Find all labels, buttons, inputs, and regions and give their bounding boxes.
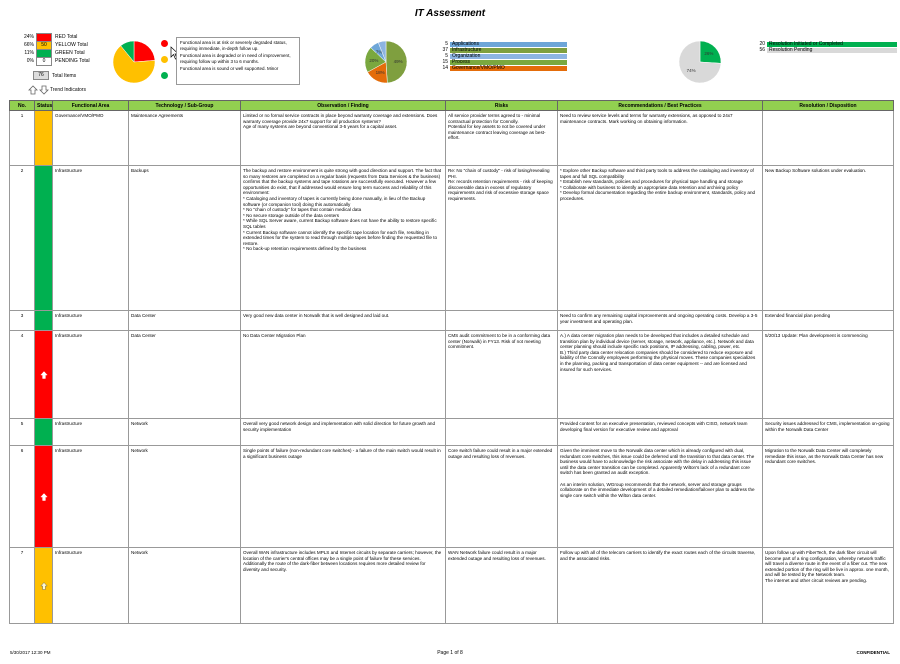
pie-slice-label: 18% xyxy=(375,70,385,76)
summary-row xyxy=(20,33,90,41)
status-cell xyxy=(35,446,53,548)
cell-res: Extended financial plan pending xyxy=(763,311,894,331)
summary-row xyxy=(20,57,90,65)
green-dot-icon xyxy=(161,72,168,79)
col-resolution: Resolution / Disposition xyxy=(763,101,894,111)
trend-up-arrow-icon xyxy=(40,492,47,501)
col-status: Status xyxy=(35,101,53,111)
pie-slice-label: 26% xyxy=(704,51,714,57)
cell-tech: Network xyxy=(129,446,241,548)
summary-label: GREEN Total xyxy=(55,50,85,56)
summary-pct: 66% xyxy=(23,42,34,48)
row-number: 2 xyxy=(10,166,35,311)
cell-rec: Need to review service levels and terms for warranty extensions, as opposed to 24x7 maintenance contracts. Mark working on obtaining information. xyxy=(558,111,763,166)
cell-res: Upon follow up with FiberTech, the dark fiber circuit will become part of a ring configuration, whereby network traffic will travel a diverse route in the event of a fiber cut. The new extended portion of the ring will be live in approx. one month, and will be tested by the Network team. The internet and other circuit reviews are pending. xyxy=(763,548,894,624)
summary-pct: 11% xyxy=(24,50,34,56)
col-technology: Technology / Sub-Group xyxy=(129,101,241,111)
table-row xyxy=(10,446,894,548)
cell-tech: Backups xyxy=(129,166,241,311)
footer-page: Page 1 of 8 xyxy=(437,650,463,656)
total-count: 76 xyxy=(33,71,49,80)
category-row xyxy=(442,65,567,71)
cell-res: 5/20/13 Update: Plan development is commencing xyxy=(763,331,894,419)
cell-res: Security issues addressed for CMS, implementation on-going within the Norwalk Data Center xyxy=(763,419,894,446)
col-no: No. xyxy=(10,101,35,111)
col-observation: Observation / Finding xyxy=(241,101,446,111)
cell-area: Infrastructure xyxy=(53,166,129,311)
resolution-label: Resolution Pending xyxy=(767,48,897,53)
trend-label: Trend Indicators xyxy=(50,87,86,93)
category-count: 14 xyxy=(442,65,448,71)
table-row xyxy=(10,548,894,624)
resolution-row xyxy=(757,47,897,53)
summary-count: 0 xyxy=(36,57,52,66)
cell-area: Infrastructure xyxy=(53,419,129,446)
cell-res xyxy=(763,111,894,166)
cell-obs: Limited or no formal service contracts in place beyond warranty coverage and extensions. Does warranty coverage provide 24x7 support for all production systems? Age of many systems are beyond conventional 3-5 years for a capital asset. xyxy=(241,111,446,166)
row-number: 3 xyxy=(10,311,35,331)
summary-row xyxy=(20,41,90,49)
status-legend xyxy=(176,37,300,85)
table-row xyxy=(10,111,894,166)
assessment-table xyxy=(9,100,894,624)
footer-date: 5/30/2017 12:30 PM xyxy=(10,650,51,655)
resolution-count: 20 xyxy=(759,41,765,47)
trend-up-arrow-icon xyxy=(40,370,47,379)
category-label: Process xyxy=(450,60,567,65)
cell-tech: Data Center xyxy=(129,331,241,419)
category-label: Infrastructure xyxy=(450,48,567,53)
total-items xyxy=(33,71,76,80)
cell-risk: All service provider terms agreed to - minimal contractual protection for Connolly. Potential for key assets to not be covered under maintenance contract leaving coverage as best-effort. xyxy=(446,111,558,166)
category-count: 5 xyxy=(445,41,448,47)
status-cell xyxy=(35,548,53,624)
cell-rec: * Explore other Backup software and third party tools to address the cataloging and inventory of tapes and full SQL compatibility * Establish new standards, policies and procedures for physical tape handling and storage * Collaborate with business to identify an appropriate data retention and archiving policy * Develop formal documentation regarding the entire backup environment, standards, policy and procedures. xyxy=(558,166,763,311)
col-recommendations: Recommendations / Best Practices xyxy=(558,101,763,111)
table-row xyxy=(10,166,894,311)
col-functional-area: Functional Area xyxy=(53,101,129,111)
pie-slice-label: 20% xyxy=(369,57,379,63)
status-cell xyxy=(35,111,53,166)
table-row xyxy=(10,331,894,419)
red-dot-icon xyxy=(161,40,168,47)
summary-pct: 24% xyxy=(23,34,34,40)
cell-rec: Provided content for an executive presentation, reviewed concepts with CISO, network team developing final version for executive review and approval xyxy=(558,419,763,446)
summary-count: 50 xyxy=(36,41,52,50)
cell-risk: WAN Network failure could result in a major extended outage and resulting loss of revenues. xyxy=(446,548,558,624)
cell-area: Governance/VMO/PMO xyxy=(53,111,129,166)
cell-area: Infrastructure xyxy=(53,548,129,624)
cell-risk: Re: No "chain of custody" - risk of losing/revealing PHI. Re: records retention requirements - risk of keeping discoverable data in excess of regulatory requirements and risk of excessive storage space requirements. xyxy=(446,166,558,311)
pie-slice-label: 49% xyxy=(393,59,403,65)
row-number: 1 xyxy=(10,111,35,166)
yellow-dot-icon xyxy=(161,56,168,63)
cell-obs: No Data Center Migration Plan xyxy=(241,331,446,419)
pie-slice-label: 74% xyxy=(686,67,696,73)
resolution-count: 56 xyxy=(759,47,765,53)
cell-tech: Maintenance Agreements xyxy=(129,111,241,166)
cell-risk: Core switch failure could result in a major extended outage and resulting loss of revenues. xyxy=(446,446,558,548)
category-pie-chart xyxy=(362,38,410,86)
status-cell xyxy=(35,419,53,446)
cell-rec: Given the imminent move to the Norwalk data center which is already configured with dual, redundant core switches, this issue could be deferred until the transition to that data center. The business would have to acknowledge the risk associate with the delay in addressing this issue until the data center transition can be completed. Apparently Wilton's lack of a redundant core switch has been granted an audit exception. As an interim solution, WGroup recommends that the network, server and storage groups collaborate on the immediate development of a detailed remediation/failover plan to address the single core switch within the Wilton data center. xyxy=(558,446,763,548)
summary-pct: 0% xyxy=(26,58,34,64)
cell-area: Infrastructure xyxy=(53,311,129,331)
table-header xyxy=(10,101,894,111)
category-label: Applications xyxy=(450,42,567,47)
col-risks: Risks xyxy=(446,101,558,111)
page-title: IT Assessment xyxy=(414,8,486,19)
category-count: 5 xyxy=(445,53,448,59)
legend-red-text: Functional area is at risk or severely degraded status, requiring immediate, in-depth follow up. xyxy=(180,40,287,51)
cell-obs: Very good new data center in Norwalk that is well designed and laid out. xyxy=(241,311,446,331)
trend-arrows-icon xyxy=(28,85,50,95)
resolution-list xyxy=(757,41,897,53)
cell-tech: Network xyxy=(129,419,241,446)
row-number: 4 xyxy=(10,331,35,419)
cell-obs: The backup and restore environment is quite strong with good direction and support. The fact that so many restores are completed on a regular basis (requests from Data Services & the business) confirms that the backup systems and tape rotations are successfully executed. However a few opportunities do exist, that if addressed would ensure long term success and reliability of this environment: * Cataloging and inventory of tapes is currently being done manually, in lieu of the Backup software (or companion tool) doing this automatically * No "chain of custody" for tapes that contain medical data * No secure storage outside of the data centers * While SQL Server aware, current Backup software does not have the ability to restore specific SQL tables * Current Backup software cannot identify the specific tape location for each file, resulting in extended times for the system to read through multiple tapes before finding the requested file to restore. * No back-up retention requirements defined by the business xyxy=(241,166,446,311)
cell-risk: CMS audit commitment to be in a conforming data center (Norwalk) in FY13. Risk of not meeting commitment. xyxy=(446,331,558,419)
cell-obs: Single points of failure (non-redundant core switches) - a failure of the main switch would result in a significant business outage xyxy=(241,446,446,548)
status-cell xyxy=(35,331,53,419)
cell-res: Migration to the Norwalk Data Center will completely remediate this issue, as the Norwalk Data Center has new redundant core switches. xyxy=(763,446,894,548)
category-count: 15 xyxy=(442,59,448,65)
cell-rec: A.) A data center migration plan needs to be developed that includes a detailed schedule and transition plan by individual device (server, storage, network, appliance, etc.). Network and data center planning should include specific rack positions, IP addressing, cabling, power, etc. B.) Third party data center relocation companies should be considered to reduce exposure and liability of the Connolly employees performing the physical moves. These companies specializes in the planning, packing and transportation of data center equipment -- and are licensed and insured for such services. xyxy=(558,331,763,419)
category-list xyxy=(442,41,567,71)
resolution-label: Resolution Initiated or Completed xyxy=(767,42,897,47)
cell-tech: Network xyxy=(129,548,241,624)
category-label: Governance/VMO/PMO xyxy=(450,66,567,71)
summary-label: PENDING Total xyxy=(55,58,90,64)
cell-area: Infrastructure xyxy=(53,446,129,548)
pie-slice xyxy=(134,41,155,62)
summary-row xyxy=(20,49,90,57)
row-number: 7 xyxy=(10,548,35,624)
cell-obs: Overall very good network design and implementation with solid direction for future growth and security implementation xyxy=(241,419,446,446)
legend-yellow-text: Functional area is degraded or in need of improvement, requiring follow up within 3 to 6 months. xyxy=(180,53,291,64)
cell-rec: Need to confirm any remaining capital improvements and ongoing operating costs. Develop a 3-5 year investment and operating plan. xyxy=(558,311,763,331)
category-count: 37 xyxy=(442,47,448,53)
footer-confidential: CONFIDENTIAL xyxy=(856,650,890,655)
legend-green-text: Functional area is sound or well supported. Minor xyxy=(180,66,279,71)
row-number: 5 xyxy=(10,419,35,446)
cell-risk xyxy=(446,419,558,446)
status-cell xyxy=(35,311,53,331)
total-label: Total Items xyxy=(52,72,77,79)
cell-area: Infrastructure xyxy=(53,331,129,419)
cell-risk xyxy=(446,311,558,331)
status-cell xyxy=(35,166,53,311)
row-number: 6 xyxy=(10,446,35,548)
pie-slice-label: 7% xyxy=(375,49,383,55)
status-summary xyxy=(20,33,90,65)
cell-obs: Overall WAN infrastructure includes MPLS and Internet circuits by separate carriers; however, the location of the carrier's central offices may be a single point of failure for these services. Additionally the route of the dark-fiber between locations requires more detailed review for diversity and security. xyxy=(241,548,446,624)
cell-rec: Follow up with all of the telecom carriers to identify the exact routes each of the circuits traverse, and the associated risks. xyxy=(558,548,763,624)
resolution-pie-chart xyxy=(676,38,724,86)
summary-label: RED Total xyxy=(55,34,78,40)
trend-up-arrow-icon xyxy=(40,581,47,590)
table-row xyxy=(10,311,894,331)
category-label: Organization xyxy=(450,54,567,59)
cell-tech: Data Center xyxy=(129,311,241,331)
status-pie-chart xyxy=(110,38,158,86)
cell-res: New Backup Software solutions under evaluation. xyxy=(763,166,894,311)
summary-label: YELLOW Total xyxy=(55,42,88,48)
table-row xyxy=(10,419,894,446)
trend-indicators xyxy=(28,85,86,95)
